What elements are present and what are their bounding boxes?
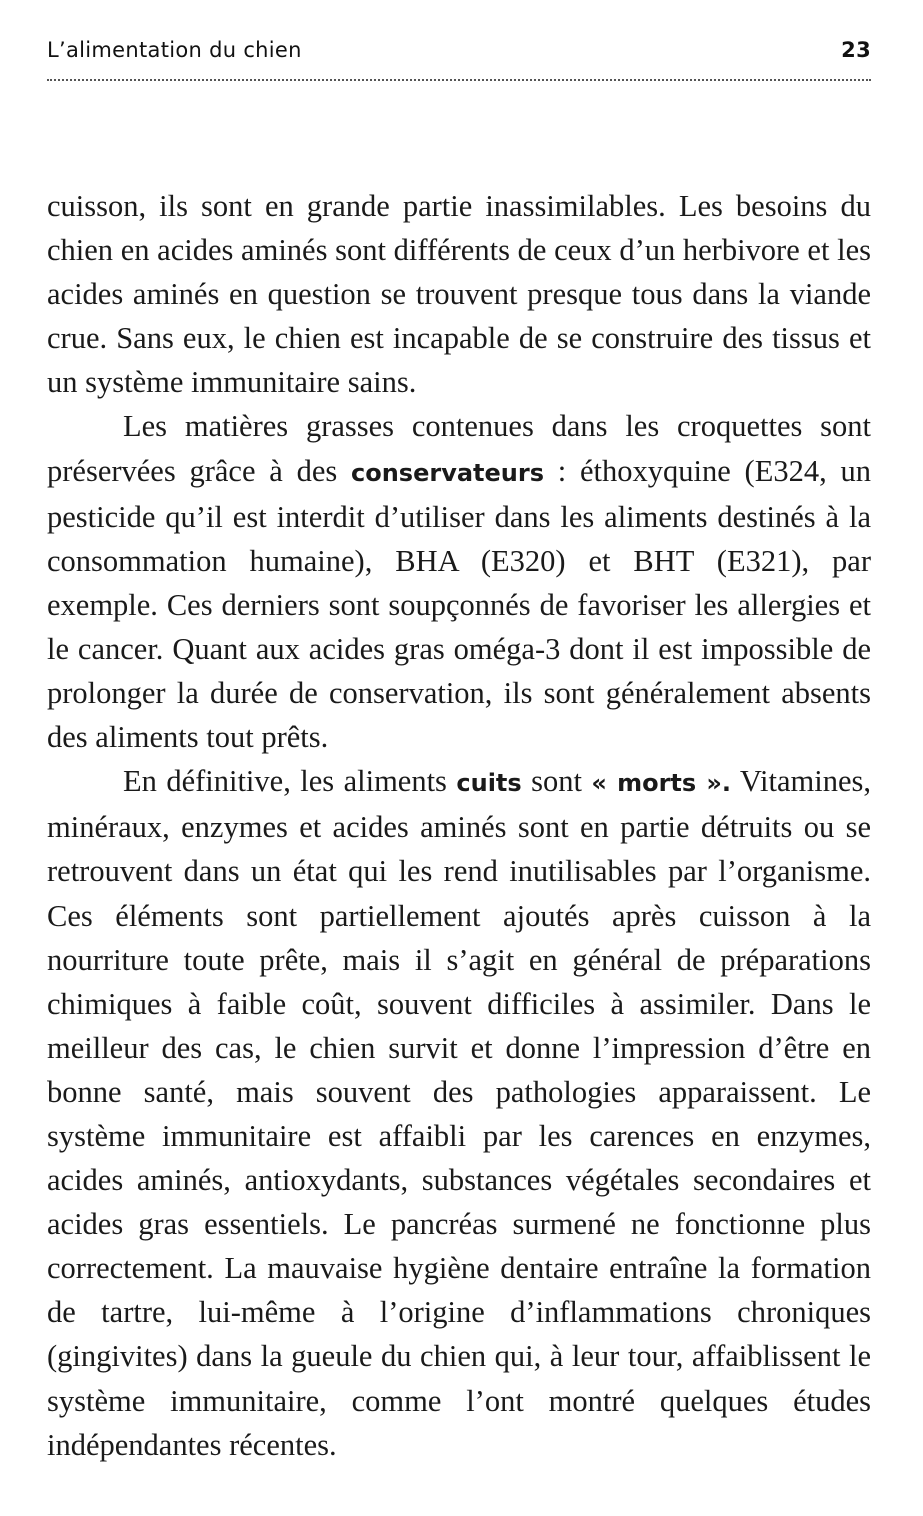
keyword-cuits: cuits [456, 769, 522, 798]
body-text [47, 184, 871, 1467]
page-number: 23 [841, 38, 871, 62]
paragraph-3 [47, 759, 871, 1467]
header-dotted-rule [47, 79, 871, 81]
paragraph-3-text-c: Vitamines, minéraux, enzymes et acides aminés sont en partie détruits ou se retrouvent dans un état qui les rend inutilisables par l’organisme. Ces éléments sont partiellement ajoutés après cuisson à la nourriture toute prête, mais il s’agit en général de préparations chimiques à faible coût, souvent difficiles à assimiler. Dans le meilleur des cas, le chien survit et donne l’impression d’être en bonne santé, mais souvent des pathologies apparaissent. Le système immunitaire est affaibli par les carences en enzymes, acides aminés, antioxydants, substances végétales secondaires et acides gras essentiels. Le pancréas surmené ne fonctionne plus correctement. La mauvaise hygiène dentaire entraîne la formation de tartre, lui-même à l’origine d’inflammations chroniques (gingivites) dans la gueule du chien qui, à leur tour, affaiblissent le système immunitaire, comme l’ont montré quelques études indépendantes récentes. [47, 764, 872, 1462]
paragraph-2-text-b: : éthoxyquine (E324, un pesticide qu’il est interdit d’utiliser dans les aliments destinés à la consommation humaine), BHA (E320) et BHT (E321), par exemple. Ces derniers sont soupçonnés de favoriser les allergies et le cancer. Quant aux acides gras oméga-3 dont il est impossible de prolonger la durée de conservation, ils sont généralement absents des aliments tout prêts. [47, 453, 871, 755]
running-header [47, 38, 871, 70]
keyword-morts: « morts ». [591, 769, 731, 798]
paragraph-3-text-a: En définitive, les aliments [123, 764, 457, 799]
keyword-conservateurs: conservateurs [351, 458, 544, 487]
paragraph-2 [47, 404, 871, 759]
paragraph-3-text-b: sont [521, 764, 592, 799]
paragraph-1 [47, 184, 871, 404]
paragraph-2-text-a: Les matières grasses contenues dans les croquettes sont préservées grâce à des [47, 409, 871, 488]
chapter-title: L’alimentation du chien [47, 38, 302, 62]
paragraph-1-text: cuisson, ils sont en grande partie inassimilables. Les besoins du chien en acides aminés sont différents de ceux d’un herbivore et les acides aminés en question se trouvent presque tous dans la viande crue. Sans eux, le chien est incapable de se construire des tissus et un système immunitaire sains. [47, 189, 871, 400]
